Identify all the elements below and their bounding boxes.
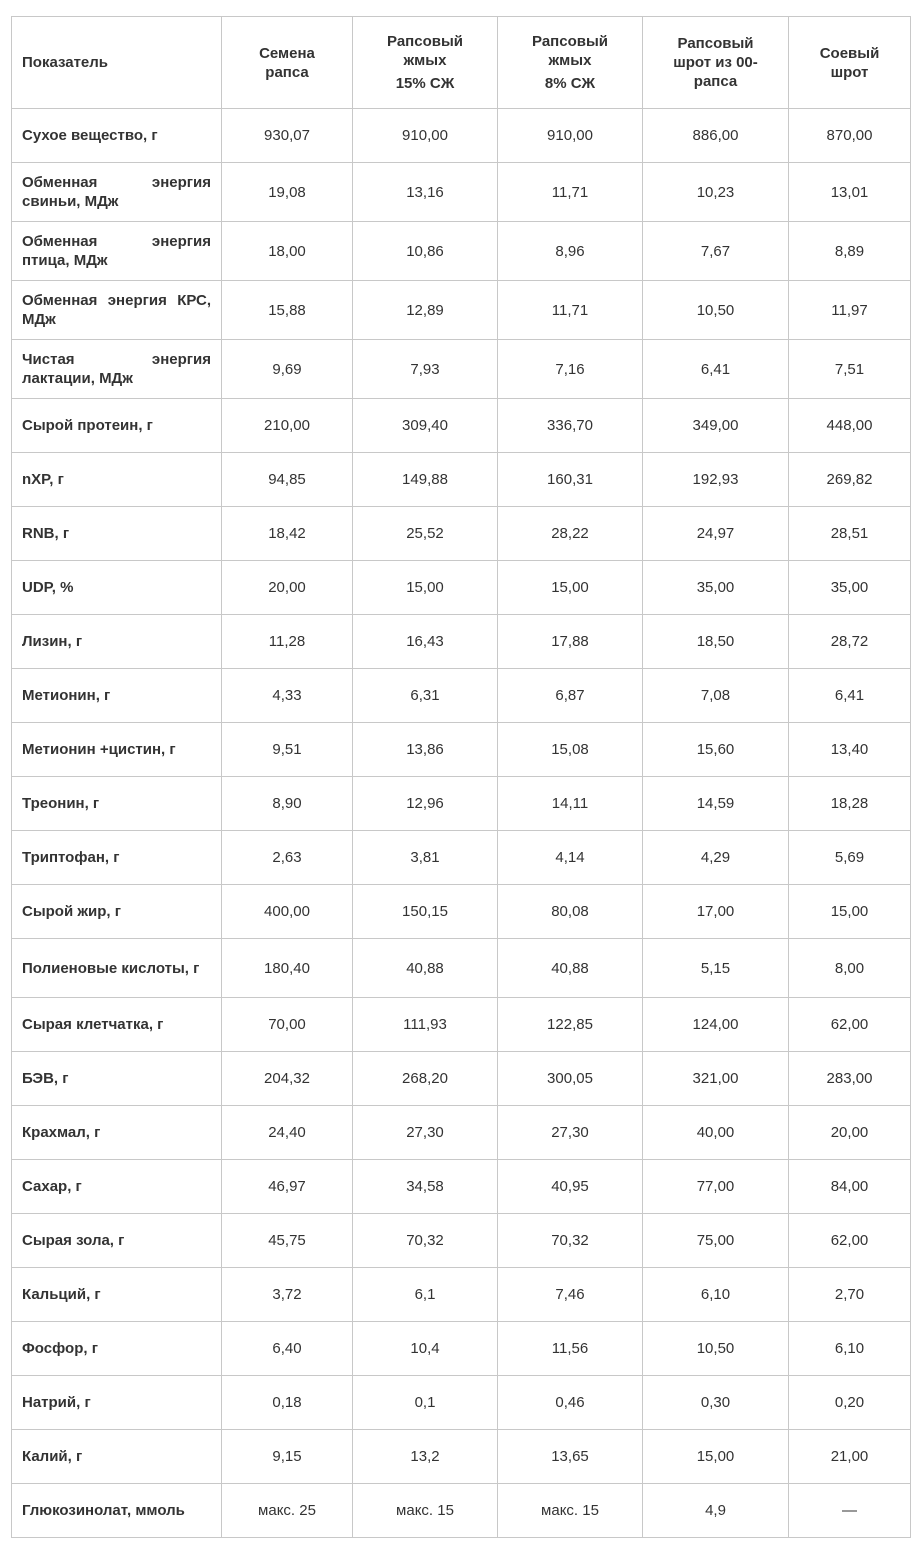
table-cell: макс. 15 [353, 1484, 498, 1538]
table-cell: 8,96 [498, 222, 643, 281]
header-line: рапса [265, 63, 309, 81]
table-cell: 6,1 [353, 1268, 498, 1322]
table-cell: 13,2 [353, 1430, 498, 1484]
table-cell: 28,51 [789, 507, 911, 561]
table-row [12, 399, 911, 453]
table-cell: 77,00 [643, 1160, 789, 1214]
row-label: БЭВ, г [12, 1052, 222, 1106]
table-cell: 124,00 [643, 998, 789, 1052]
table-cell: 448,00 [789, 399, 911, 453]
table-cell: 40,88 [353, 939, 498, 998]
table-cell: 28,22 [498, 507, 643, 561]
row-label: Фосфор, г [12, 1322, 222, 1376]
table-cell: 13,65 [498, 1430, 643, 1484]
table-row [12, 669, 911, 723]
table-cell: 10,4 [353, 1322, 498, 1376]
table-row [12, 885, 911, 939]
table-row [12, 1376, 911, 1430]
table-cell: 910,00 [498, 109, 643, 163]
table-cell: 11,97 [789, 281, 911, 340]
header-line: Соевый [819, 44, 880, 62]
table-cell: 4,29 [643, 831, 789, 885]
table-row [12, 281, 911, 340]
row-label: Сырая зола, г [12, 1214, 222, 1268]
table-cell: 80,08 [498, 885, 643, 939]
table-cell: 10,50 [643, 281, 789, 340]
table-cell: 17,00 [643, 885, 789, 939]
row-label: Обменная энергия КРС, МДж [12, 281, 222, 340]
table-cell: 268,20 [353, 1052, 498, 1106]
table-cell: 94,85 [222, 453, 353, 507]
table-cell: 75,00 [643, 1214, 789, 1268]
table-cell: 20,00 [222, 561, 353, 615]
table-cell: 17,88 [498, 615, 643, 669]
table-cell: 15,60 [643, 723, 789, 777]
table-cell: 11,56 [498, 1322, 643, 1376]
table-cell: 283,00 [789, 1052, 911, 1106]
header-rapeseed-meal [643, 17, 789, 109]
row-label: nXP, г [12, 453, 222, 507]
header-line: Рапсовый [387, 33, 463, 50]
table-cell: 21,00 [789, 1430, 911, 1484]
table-cell: 8,00 [789, 939, 911, 998]
row-label: Сахар, г [12, 1160, 222, 1214]
row-label: Крахмал, г [12, 1106, 222, 1160]
table-cell: 24,40 [222, 1106, 353, 1160]
table-cell: 160,31 [498, 453, 643, 507]
header-line: Рапсовый [677, 35, 754, 52]
table-cell: 10,50 [643, 1322, 789, 1376]
table-cell: 13,16 [353, 163, 498, 222]
row-label: Сухое вещество, г [12, 109, 222, 163]
header-line: жмых [403, 52, 447, 69]
table-cell: 7,51 [789, 340, 911, 399]
table-cell: 9,51 [222, 723, 353, 777]
header-rapeseed-cake-8 [498, 17, 643, 109]
table-cell: 8,89 [789, 222, 911, 281]
table-cell: 35,00 [643, 561, 789, 615]
table-cell: 11,71 [498, 163, 643, 222]
table-row [12, 1214, 911, 1268]
table-cell: 13,86 [353, 723, 498, 777]
table-row [12, 507, 911, 561]
table-cell: 15,00 [498, 561, 643, 615]
row-label: RNB, г [12, 507, 222, 561]
table-cell: 10,23 [643, 163, 789, 222]
table-cell: 14,11 [498, 777, 643, 831]
row-label: Метионин, г [12, 669, 222, 723]
table-cell: 15,08 [498, 723, 643, 777]
row-label: Сырой протеин, г [12, 399, 222, 453]
table-cell: 35,00 [789, 561, 911, 615]
table-cell: 930,07 [222, 109, 353, 163]
table-cell: макс. 25 [222, 1484, 353, 1538]
header-line: 15% СЖ [395, 75, 455, 92]
table-cell: 7,16 [498, 340, 643, 399]
table-cell: 15,00 [643, 1430, 789, 1484]
table-row [12, 1268, 911, 1322]
table-cell: 25,52 [353, 507, 498, 561]
table-header-row [12, 17, 911, 109]
table-cell: 2,70 [789, 1268, 911, 1322]
table-cell: 6,87 [498, 669, 643, 723]
row-label: Чистая энергия лактации, МДж [12, 340, 222, 399]
table-cell: 40,88 [498, 939, 643, 998]
table-cell: 6,41 [789, 669, 911, 723]
table-cell: 321,00 [643, 1052, 789, 1106]
table-cell: 210,00 [222, 399, 353, 453]
row-label: Кальций, г [12, 1268, 222, 1322]
table-cell: 9,15 [222, 1430, 353, 1484]
table-cell: 3,81 [353, 831, 498, 885]
table-cell: 4,33 [222, 669, 353, 723]
row-label: Калий, г [12, 1430, 222, 1484]
row-label: Триптофан, г [12, 831, 222, 885]
table-cell: 5,15 [643, 939, 789, 998]
table-cell: 8,90 [222, 777, 353, 831]
header-line: рапса [693, 73, 738, 90]
table-cell: 6,31 [353, 669, 498, 723]
table-cell: 27,30 [498, 1106, 643, 1160]
table-row [12, 1052, 911, 1106]
table-cell: 13,01 [789, 163, 911, 222]
table-cell: 870,00 [789, 109, 911, 163]
header-rapeseed-cake-15 [353, 17, 498, 109]
table-cell: 149,88 [353, 453, 498, 507]
table-cell: 0,18 [222, 1376, 353, 1430]
table-cell: 45,75 [222, 1214, 353, 1268]
header-indicator: Показатель [12, 17, 222, 109]
table-cell: 5,69 [789, 831, 911, 885]
row-label: UDP, % [12, 561, 222, 615]
row-label: Обменная энергия свиньи, МДж [12, 163, 222, 222]
table-cell: 0,20 [789, 1376, 911, 1430]
header-line: шрот [830, 63, 869, 81]
row-label: Треонин, г [12, 777, 222, 831]
row-label: Полиеновые кислоты, г [12, 939, 222, 998]
table-cell: 34,58 [353, 1160, 498, 1214]
table-cell: 18,42 [222, 507, 353, 561]
header-line: Семена [259, 44, 315, 62]
table-cell: 70,00 [222, 998, 353, 1052]
table-cell: макс. 15 [498, 1484, 643, 1538]
row-label: Обменная энергия птица, МДж [12, 222, 222, 281]
table-cell: 0,46 [498, 1376, 643, 1430]
table-cell: 7,93 [353, 340, 498, 399]
table-cell: 24,97 [643, 507, 789, 561]
table-cell: 6,10 [643, 1268, 789, 1322]
header-line: жмых [548, 52, 592, 69]
table-cell: 15,88 [222, 281, 353, 340]
table-cell: 3,72 [222, 1268, 353, 1322]
table-cell: 18,00 [222, 222, 353, 281]
table-cell: 40,95 [498, 1160, 643, 1214]
table-row [12, 1484, 911, 1538]
table-cell: 180,40 [222, 939, 353, 998]
table-cell: 27,30 [353, 1106, 498, 1160]
table-row [12, 340, 911, 399]
table-row [12, 109, 911, 163]
table-cell: 15,00 [789, 885, 911, 939]
table-cell: 122,85 [498, 998, 643, 1052]
table-row [12, 222, 911, 281]
table-row [12, 723, 911, 777]
table-cell: 14,59 [643, 777, 789, 831]
table-cell: 84,00 [789, 1160, 911, 1214]
table-cell: 62,00 [789, 998, 911, 1052]
row-label: Сырой жир, г [12, 885, 222, 939]
row-label: Сырая клетчатка, г [12, 998, 222, 1052]
table-row [12, 1106, 911, 1160]
table-cell: 150,15 [353, 885, 498, 939]
header-line: 8% СЖ [544, 75, 596, 92]
table-cell: 204,32 [222, 1052, 353, 1106]
table-cell: 2,63 [222, 831, 353, 885]
table-cell: 6,10 [789, 1322, 911, 1376]
row-label: Лизин, г [12, 615, 222, 669]
table-cell: 7,08 [643, 669, 789, 723]
table-cell: 400,00 [222, 885, 353, 939]
header-line: шрот из 00- [673, 54, 758, 71]
table-cell: 336,70 [498, 399, 643, 453]
table-cell: 0,30 [643, 1376, 789, 1430]
table-cell: 28,72 [789, 615, 911, 669]
table-row [12, 453, 911, 507]
table-cell: 12,89 [353, 281, 498, 340]
table-cell: 4,9 [643, 1484, 789, 1538]
table-cell: 269,82 [789, 453, 911, 507]
table-row [12, 1430, 911, 1484]
table-cell: 62,00 [789, 1214, 911, 1268]
feed-composition-table [11, 16, 911, 1538]
table-cell: 12,96 [353, 777, 498, 831]
table-cell: 18,28 [789, 777, 911, 831]
header-soybean-meal [789, 17, 911, 109]
table-cell: 70,32 [353, 1214, 498, 1268]
table-cell: 70,32 [498, 1214, 643, 1268]
table-cell: 192,93 [643, 453, 789, 507]
table-cell: 7,46 [498, 1268, 643, 1322]
table-row [12, 831, 911, 885]
table-row [12, 939, 911, 998]
table-cell: 11,71 [498, 281, 643, 340]
row-label: Глюкозинолат, ммоль [12, 1484, 222, 1538]
table-cell: 20,00 [789, 1106, 911, 1160]
table-row [12, 561, 911, 615]
table-cell: 9,69 [222, 340, 353, 399]
header-rapeseed [222, 17, 353, 109]
table-row [12, 998, 911, 1052]
table-cell: 15,00 [353, 561, 498, 615]
table-cell: 11,28 [222, 615, 353, 669]
table-cell: 19,08 [222, 163, 353, 222]
table-cell: — [789, 1484, 911, 1538]
table-cell: 0,1 [353, 1376, 498, 1430]
table-cell: 910,00 [353, 109, 498, 163]
table-cell: 886,00 [643, 109, 789, 163]
table-cell: 6,40 [222, 1322, 353, 1376]
row-label: Натрий, г [12, 1376, 222, 1430]
table-cell: 6,41 [643, 340, 789, 399]
table-cell: 7,67 [643, 222, 789, 281]
table-row [12, 615, 911, 669]
header-line: Рапсовый [532, 33, 608, 50]
table-cell: 13,40 [789, 723, 911, 777]
table-cell: 111,93 [353, 998, 498, 1052]
table-cell: 16,43 [353, 615, 498, 669]
table-cell: 18,50 [643, 615, 789, 669]
table-body [12, 109, 911, 1538]
table-row [12, 163, 911, 222]
table-cell: 40,00 [643, 1106, 789, 1160]
table-cell: 46,97 [222, 1160, 353, 1214]
table-cell: 10,86 [353, 222, 498, 281]
table-row [12, 1322, 911, 1376]
table-cell: 349,00 [643, 399, 789, 453]
table-cell: 300,05 [498, 1052, 643, 1106]
row-label: Метионин +цистин, г [12, 723, 222, 777]
table-row [12, 1160, 911, 1214]
table-row [12, 777, 911, 831]
table-cell: 309,40 [353, 399, 498, 453]
table-cell: 4,14 [498, 831, 643, 885]
